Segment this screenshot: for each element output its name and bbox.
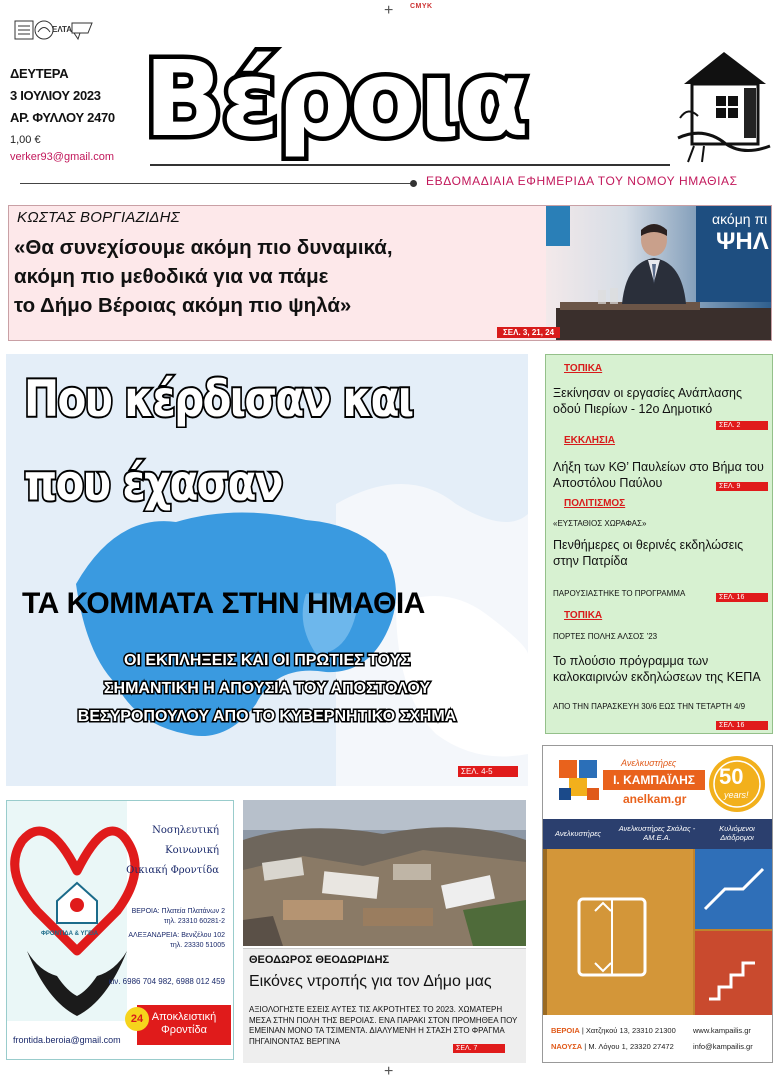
main-story-pages[interactable]: ΣΕΛ. 4-5: [458, 766, 518, 777]
product-item: Ανελκυστήρες Σκάλας - ΑΜ.Ε.Α.: [618, 824, 696, 842]
news-sidebar: [545, 354, 773, 734]
sidebar-headline[interactable]: Το πλούσιο πρόγραμμα των καλοκαιρινών εκδηλώσεων της ΚΕΠΑ: [553, 654, 761, 684]
sidebar-kicker: «ΕΥΣΤΑΘΙΟΣ ΧΩΡΑΦΑΣ»: [553, 519, 647, 528]
ad-address: [551, 1026, 676, 1035]
sidebar-footer: ΠΑΡΟΥΣΙΑΣΤΗΚΕ ΤΟ ΠΡΟΓΡΑΜΜΑ: [553, 589, 686, 598]
sidebar-pages[interactable]: ΣΕΛ. 9: [716, 482, 768, 491]
subtitle-rule-dot: [410, 180, 417, 187]
title-text: Βέροια: [144, 38, 528, 160]
main-deck-line: ΒΕΣΥΡΟΠΟΥΛΟΥ ΑΠΟ ΤΟ ΚΥΒΕΡΝΗΤΙΚΟ ΣΧΗΜΑ: [77, 708, 457, 725]
sidebar-category[interactable]: ΤΟΠΙΚΑ: [564, 363, 603, 374]
crop-mark-top: +: [384, 2, 394, 19]
sidebar-kicker: ΠΟΡΤΕΣ ΠΟΛΗΣ ΑΛΣΟΣ ’23: [553, 632, 658, 641]
issue-number: ΑΡ. ΦΥΛΛΟΥ 2470: [10, 110, 115, 125]
product-item: Ανελκυστήρες: [554, 829, 601, 838]
top-story-quote: [14, 233, 534, 320]
main-headline-line: που έχασαν: [24, 454, 282, 512]
crop-mark-bottom: +: [384, 1063, 394, 1080]
elevator-company-ad[interactable]: [542, 745, 773, 1063]
rubble-photo: [243, 800, 526, 946]
care-email[interactable]: frontida.beroia@gmail.com: [13, 1035, 121, 1045]
sidebar-pages[interactable]: ΣΕΛ. 16: [716, 593, 768, 602]
care-service: Κοινωνική: [165, 845, 219, 856]
anniversary-label: years!: [724, 790, 749, 800]
cubes-logo-icon: [557, 756, 603, 810]
top-story[interactable]: [8, 205, 772, 341]
bottom-story-headline[interactable]: Εικόνες ντροπής για τον Δήμο μας: [249, 973, 492, 990]
ad-web[interactable]: www.kampailis.gr: [693, 1026, 751, 1035]
newspaper-subtitle: ΕΒΔΟΜΑΔΙΑΙΑ ΕΦΗΜΕΡΙΔΑ ΤΟΥ ΝΟΜΟΥ ΗΜΑΘΙΑΣ: [426, 174, 738, 188]
mayor-speech-photo: [546, 206, 772, 341]
main-subheadline: ΤΑ ΚΟΜΜΑΤΑ ΣΤΗΝ ΗΜΑΘΙΑ: [22, 587, 425, 620]
title-underline: [150, 164, 670, 166]
main-deck-line: ΣΗΜΑΝΤΙΚΗ Η ΑΠΟΥΣΙΑ ΤΟΥ ΑΠΟΣΤΟΛΟΥ: [103, 680, 431, 697]
quote-line: το Δήμο Βέροιας ακόμη πιο ψηλά»: [14, 294, 352, 317]
bottom-story[interactable]: [243, 948, 526, 1063]
sidebar-category[interactable]: ΤΟΠΙΚΑ: [564, 610, 603, 621]
banner-text-top: ακόμη πι: [712, 211, 768, 227]
sidebar-headline[interactable]: Ξεκίνησαν οι εργασίες Ανάπλασης οδού Πιερίων - 12ο Δημοτικό: [553, 386, 743, 416]
cmyk-mark: CMYK: [410, 3, 433, 10]
postal-logos: [14, 19, 96, 43]
ad-city: ΝΑΟΥΣΑ: [551, 1042, 583, 1051]
sidebar-footer: ΑΠΟ ΤΗΝ ΠΑΡΑΣΚΕΥΗ 30/6 ΕΩΣ ΤΗΝ ΤΕΤΑΡΤΗ 4/9: [553, 702, 746, 711]
banner-text-big: ΨΗΛ: [716, 228, 769, 255]
care-phone: τηλ. 23330 51005: [170, 942, 225, 949]
elta-label: ΕΛΤΑ: [52, 25, 73, 34]
sidebar-headline[interactable]: Λήξη των ΚΘ’ Παυλείων στο Βήμα του Αποστόλου Παύλου: [553, 460, 764, 490]
care-services-ad[interactable]: [6, 800, 234, 1060]
ad-address: [551, 1042, 674, 1051]
quote-line: «Θα συνεχίσουμε ακόμη πιο δυναμικά,: [14, 236, 393, 259]
main-headline-line: Που κέρδισαν και: [24, 370, 413, 428]
care-logo-text: ΦΡΟΝΤΙΔΑ & ΥΓΕΙΑ: [41, 931, 99, 937]
ad-street: | Χατζηκού 13, 23310 21300: [581, 1026, 676, 1035]
products-band: [543, 819, 773, 849]
issue-date: 3 ΙΟΥΛΙΟΥ 2023: [10, 88, 101, 103]
main-deck-line: ΟΙ ΕΚΠΛΗΞΕΙΣ ΚΑΙ ΟΙ ΠΡΩΤΙΕΣ ΤΟΥΣ: [124, 652, 410, 669]
care-service: Οικιακή Φροντίδα: [126, 865, 219, 876]
subtitle-rule: [20, 183, 412, 184]
newspaper-title: [140, 38, 670, 160]
ad-street: | Μ. Λόγου 1, 23320 27472: [584, 1042, 674, 1051]
issue-day: ΔΕΥΤΕΡΑ: [10, 66, 69, 81]
house-illustration-icon: [674, 46, 774, 164]
care-24-badge: 24: [125, 1007, 149, 1031]
elevator-photos: [543, 849, 773, 1015]
anniversary-badge: [707, 754, 767, 814]
care-address: ΑΛΕΞΑΝΔΡΕΙΑ: Βενιζέλου 102: [128, 932, 225, 939]
sidebar-headline[interactable]: Πενθήμερες οι θερινές εκδηλώσεις στην Πατρίδα: [553, 538, 744, 568]
care-address: ΒΕΡΟΙΑ: Πλατεία Πλατάνων 2: [131, 908, 225, 915]
anniversary-number: 50: [719, 764, 744, 789]
newsroom-email[interactable]: verker93@gmail.com: [10, 151, 115, 163]
top-story-pages[interactable]: ΣΕΛ. 3, 21, 24: [497, 327, 560, 338]
exclusive-care-badge: Αποκλειστική Φροντίδα: [137, 1005, 231, 1045]
sidebar-category[interactable]: ΠΟΛΙΤΙΣΜΟΣ: [564, 498, 626, 509]
care-service: Νοσηλευτική: [152, 825, 219, 836]
main-story[interactable]: [6, 354, 528, 786]
care-phone: τηλ. 23310 60281-2: [163, 918, 225, 925]
issue-price: 1,00 €: [10, 134, 41, 146]
ad-brand: Ι. ΚΑΜΠΑΪΛΗΣ: [603, 770, 705, 790]
quote-line: ακόμη πιο μεθοδικά για να πάμε: [14, 265, 329, 288]
ad-site[interactable]: anelkam.gr: [623, 792, 687, 806]
sidebar-category[interactable]: ΕΚΚΛΗΣΙΑ: [564, 435, 616, 446]
bottom-story-text: ΑΞΙΟΛΟΓΗΣΤΕ ΕΣΕΙΣ ΑΥΤΕΣ ΤΙΣ ΑΚΡΟΤΗΤΕΣ ΤΟ 2023. ΧΩΜΑΤΕΡΗ ΜΕΣΑ ΣΤΗΝ ΠΟΛΗ ΤΗΣ ΒΕΡΟΙΑΣ. ΕΝΑ ΠΑΡΑΚΙ ΣΤΟΝ ΠΡΟΜΗΘΕΑ ΠΟΥ ΕΜΕΙΝΑΝ ΜΟΝΟ ΤΑ ΤΣΙΜΕΝΤΑ. ΔΙΑΛΥΜΕΝΗ Η ΣΤΑΣΗ ΣΤΟ ΦΡΑΓΜΑ ΠΗΓΑΙΝΟΝΤΑΣ ΒΕΡΓΙΝΑ: [249, 1005, 518, 1046]
product-item: Κυλιόμενοι Διάδρομοι: [719, 824, 755, 842]
bottom-story-author: ΘΕΟΔΩΡΟΣ ΘΕΟΔΩΡΙΔΗΣ: [249, 954, 390, 966]
ad-city: ΒΕΡΟΙΑ: [551, 1026, 580, 1035]
ad-brand-top: Ανελκυστήρες: [621, 758, 677, 768]
sidebar-pages[interactable]: ΣΕΛ. 2: [716, 421, 768, 430]
sidebar-pages[interactable]: ΣΕΛ. 16: [716, 721, 768, 730]
bottom-story-pages[interactable]: ΣΕΛ. 7: [453, 1044, 505, 1053]
ad-mail[interactable]: info@kampailis.gr: [693, 1042, 753, 1051]
care-mobiles: κιν. 6986 704 982, 6988 012 459: [108, 977, 225, 986]
top-story-author: ΚΩΣΤΑΣ ΒΟΡΓΙΑΖΙΔΗΣ: [17, 209, 180, 226]
